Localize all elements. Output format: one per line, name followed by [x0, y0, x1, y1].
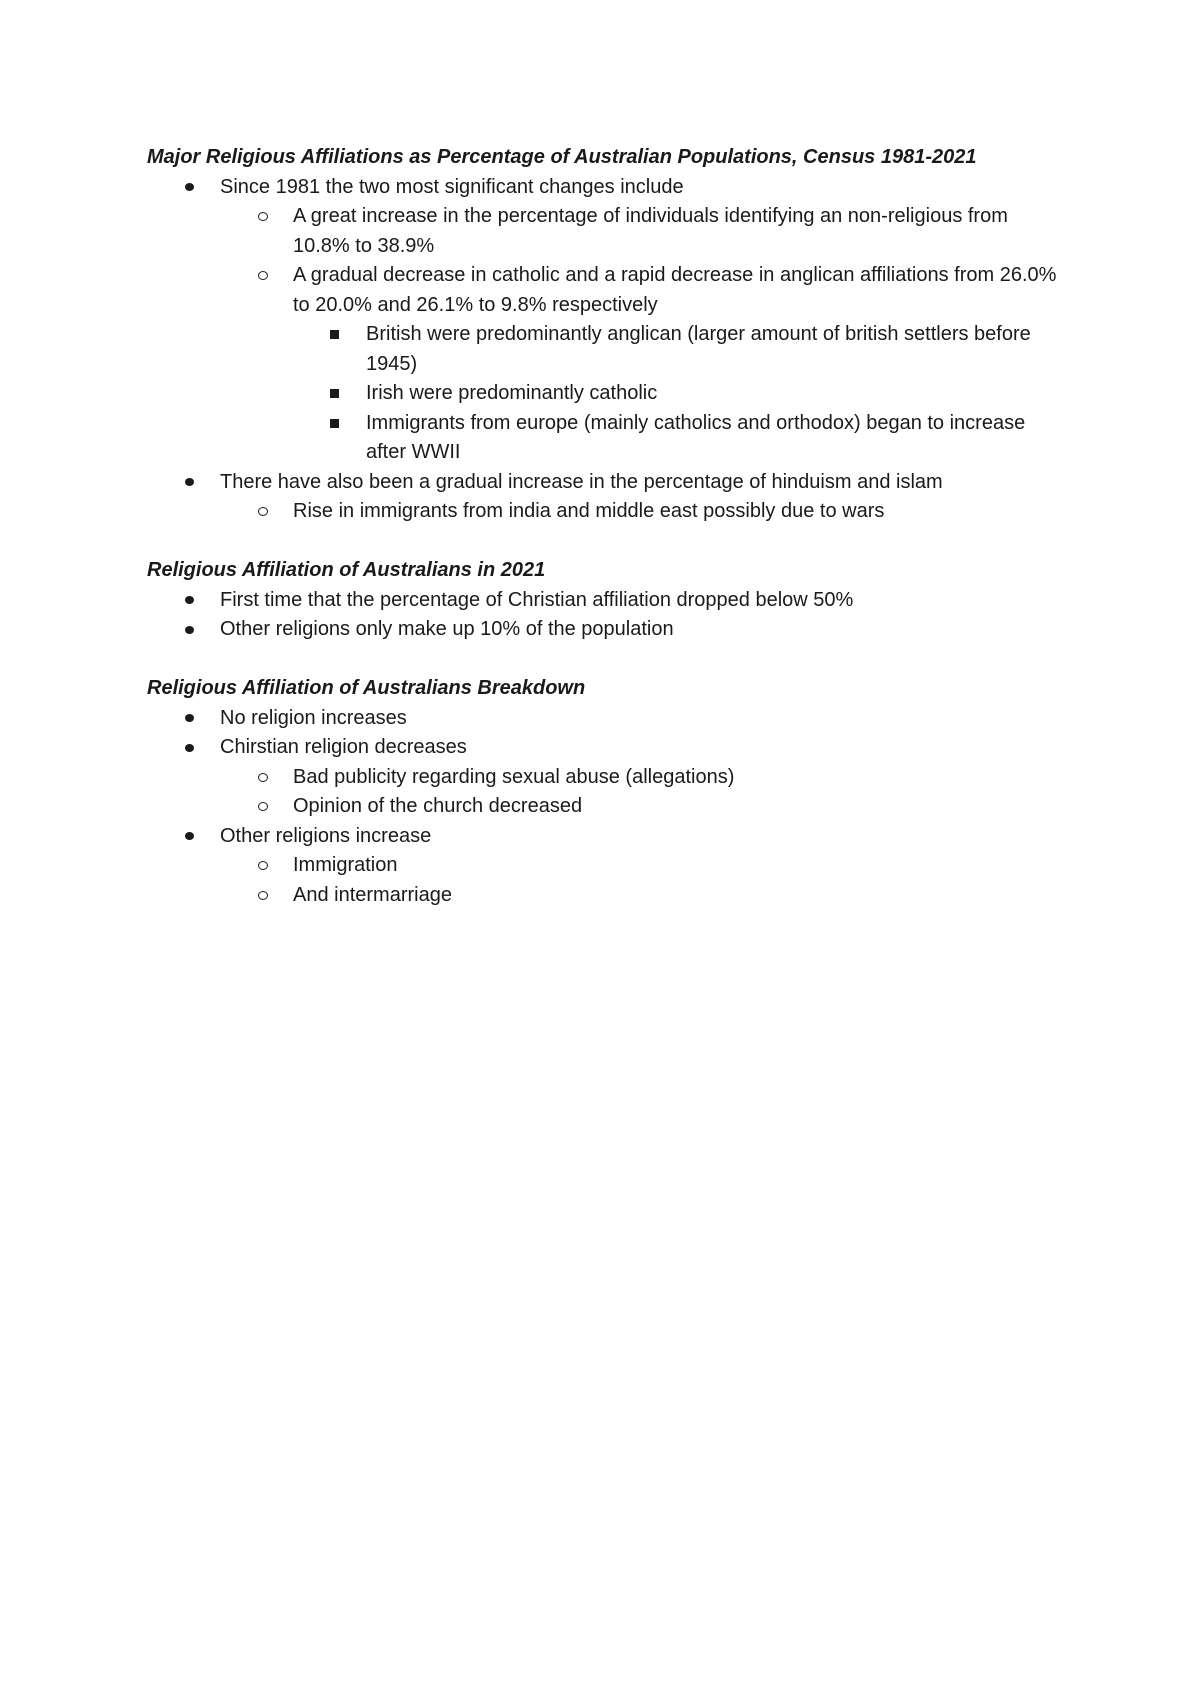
filled-bullet-icon: [185, 468, 194, 498]
list-item-text: Rise in immigrants from india and middle east possibly due to wars: [293, 500, 885, 522]
list-item: [147, 379, 1067, 409]
hollow-bullet-icon: [258, 261, 268, 291]
list-item: [147, 202, 1067, 261]
list-item: [147, 173, 1067, 203]
section-heading: Major Religious Affiliations as Percentage of Australian Populations, Census 1981-2021: [147, 146, 977, 168]
sub-sub-bullet-list: [147, 320, 1067, 468]
section-heading: Religious Affiliation of Australians in 2021: [147, 559, 546, 581]
hollow-bullet-icon: [258, 497, 268, 527]
list-item-text: Since 1981 the two most significant changes include: [220, 175, 684, 198]
list-item: [147, 763, 1067, 793]
paragraph-gap: [147, 527, 1067, 557]
sub-bullet-list: [147, 851, 1067, 910]
list-item: [147, 320, 1067, 379]
list-item: [147, 792, 1067, 822]
list-item: [147, 261, 1067, 320]
filled-bullet-icon: [185, 822, 194, 852]
list-item-text: A great increase in the percentage of individuals identifying an non-religious from 10.8% to 38.9%: [293, 205, 1008, 257]
bullet-list: [147, 586, 1067, 645]
square-bullet-icon: [330, 320, 339, 350]
list-item: [147, 733, 1067, 763]
sub-bullet-list: [147, 763, 1067, 822]
list-item-text: Immigrants from europe (mainly catholics and orthodox) began to increase after WWII: [366, 411, 1026, 463]
list-item: [147, 881, 1067, 911]
hollow-bullet-icon: [258, 792, 268, 822]
hollow-bullet-icon: [258, 851, 268, 881]
filled-bullet-icon: [185, 615, 194, 645]
sub-bullet-list: [147, 202, 1067, 468]
list-item-text: Opinion of the church decreased: [293, 795, 583, 817]
paragraph-gap: [147, 645, 1067, 675]
filled-bullet-icon: [185, 586, 194, 616]
list-item-text: First time that the percentage of Christian affiliation dropped below 50%: [220, 588, 854, 611]
list-item-text: Other religions only make up 10% of the population: [220, 618, 674, 640]
list-item: [147, 468, 1067, 498]
sub-bullet-list: [147, 497, 1067, 527]
document-body: [147, 143, 1067, 910]
list-item: [147, 586, 1067, 616]
list-item: [147, 409, 1067, 468]
list-item-text: And intermarriage: [293, 883, 452, 906]
list-item: [147, 497, 1067, 527]
list-item-text: Irish were predominantly catholic: [366, 382, 658, 404]
hollow-bullet-icon: [258, 881, 268, 911]
list-item-text: British were predominantly anglican (larger amount of british settlers before 1945): [366, 323, 1031, 375]
list-item: [147, 615, 1067, 645]
list-item: [147, 704, 1067, 734]
hollow-bullet-icon: [258, 763, 268, 793]
list-item-text: Other religions increase: [220, 824, 432, 847]
section-heading: Religious Affiliation of Australians Breakdown: [147, 677, 586, 699]
list-item-text: Immigration: [293, 854, 398, 876]
filled-bullet-icon: [185, 704, 194, 734]
hollow-bullet-icon: [258, 202, 268, 232]
list-item: [147, 822, 1067, 852]
bullet-list: [147, 173, 1067, 527]
list-item-text: There have also been a gradual increase in the percentage of hinduism and islam: [220, 470, 943, 493]
list-item-text: Chirstian religion decreases: [220, 736, 467, 758]
list-item-text: No religion increases: [220, 706, 407, 729]
filled-bullet-icon: [185, 733, 194, 763]
square-bullet-icon: [330, 409, 339, 439]
list-item-text: A gradual decrease in catholic and a rapid decrease in anglican affiliations from 26.0% to 20.0% and 26.1% to 9.8% respectively: [293, 264, 1057, 316]
list-item: [147, 851, 1067, 881]
list-item-text: Bad publicity regarding sexual abuse (allegations): [293, 765, 735, 788]
square-bullet-icon: [330, 379, 339, 409]
bullet-list: [147, 704, 1067, 911]
filled-bullet-icon: [185, 173, 194, 203]
